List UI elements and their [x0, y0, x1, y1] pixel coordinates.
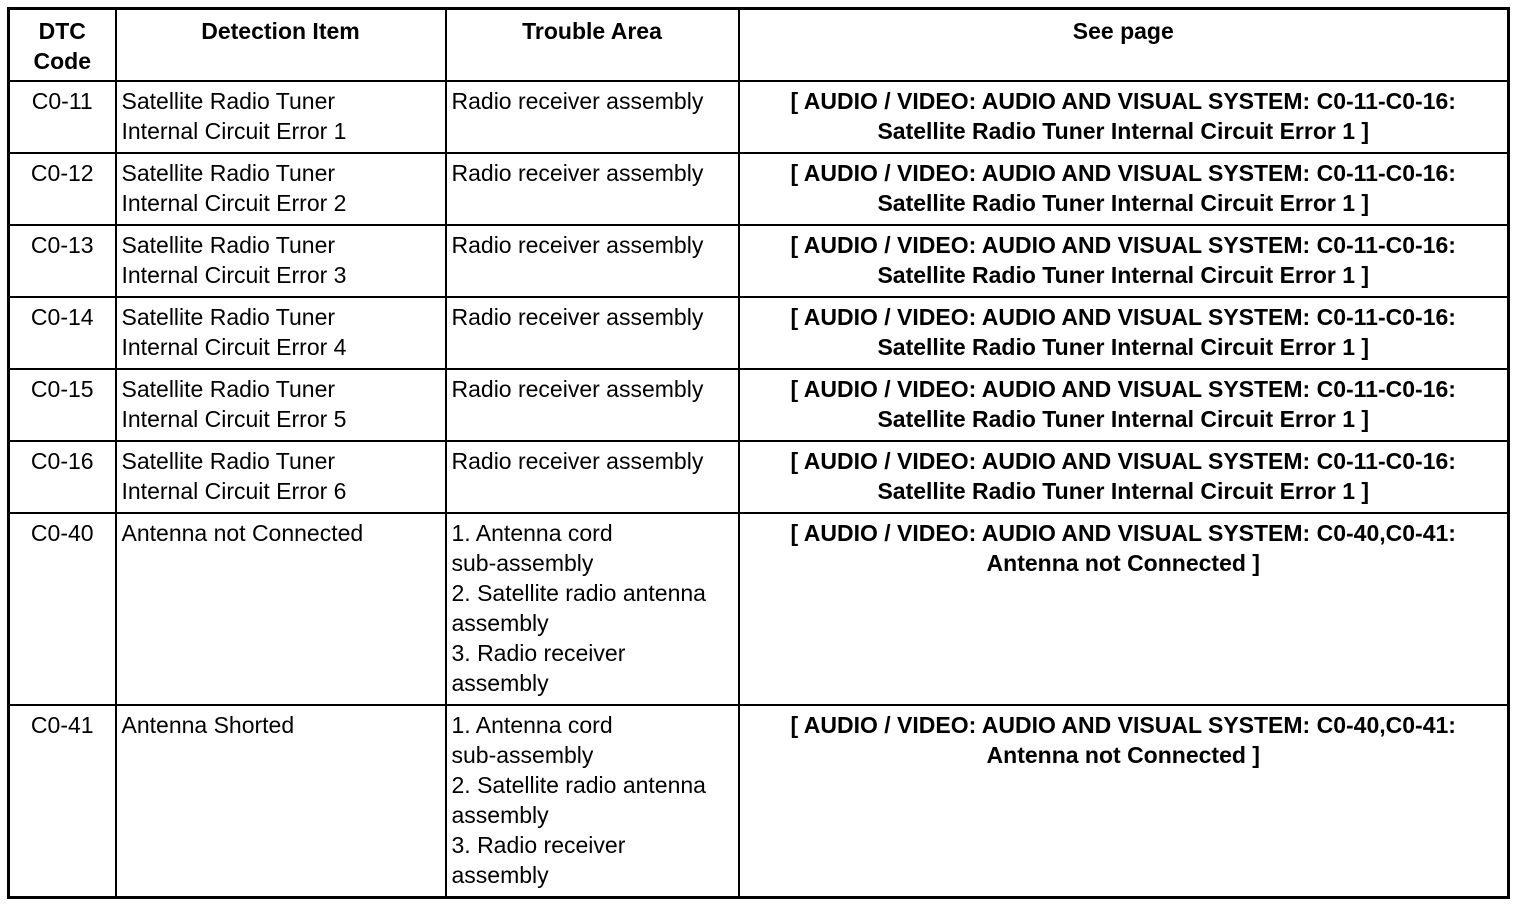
dtc-code-cell: C0-41: [9, 705, 116, 897]
header-detection-item: Detection Item: [116, 9, 446, 82]
table-row: [9, 153, 1509, 225]
dtc-code-cell: C0-13: [9, 225, 116, 297]
see-page-link[interactable]: [ AUDIO / VIDEO: AUDIO AND VISUAL SYSTEM: C0-11-C0-16: Satellite Radio Tuner Internal Circuit Error 1 ]: [739, 153, 1509, 225]
dtc-code-cell: C0-11: [9, 81, 116, 153]
trouble-area-cell: Radio receiver assembly: [446, 81, 739, 153]
detection-item-cell: Satellite Radio Tuner Internal Circuit Error 3: [116, 225, 446, 297]
table-row: [9, 441, 1509, 513]
detection-item-cell: Satellite Radio Tuner Internal Circuit Error 4: [116, 297, 446, 369]
see-page-link[interactable]: [ AUDIO / VIDEO: AUDIO AND VISUAL SYSTEM: C0-40,C0-41: Antenna not Connected ]: [739, 513, 1509, 705]
trouble-area-cell: 1. Antenna cord sub-assembly 2. Satellite radio antenna assembly 3. Radio receiver assembly: [446, 705, 739, 897]
dtc-code-cell: C0-12: [9, 153, 116, 225]
header-row: [9, 9, 1509, 82]
see-page-link[interactable]: [ AUDIO / VIDEO: AUDIO AND VISUAL SYSTEM: C0-11-C0-16: Satellite Radio Tuner Internal Circuit Error 1 ]: [739, 225, 1509, 297]
dtc-code-cell: C0-16: [9, 441, 116, 513]
trouble-area-cell: 1. Antenna cord sub-assembly 2. Satellite radio antenna assembly 3. Radio receiver assembly: [446, 513, 739, 705]
see-page-link[interactable]: [ AUDIO / VIDEO: AUDIO AND VISUAL SYSTEM: C0-40,C0-41: Antenna not Connected ]: [739, 705, 1509, 897]
dtc-code-cell: C0-15: [9, 369, 116, 441]
trouble-area-cell: Radio receiver assembly: [446, 225, 739, 297]
header-dtc-code: DTC Code: [9, 9, 116, 82]
dtc-table: [7, 7, 1510, 899]
trouble-area-cell: Radio receiver assembly: [446, 153, 739, 225]
detection-item-cell: Satellite Radio Tuner Internal Circuit Error 6: [116, 441, 446, 513]
detection-item-cell: Antenna not Connected: [116, 513, 446, 705]
see-page-link[interactable]: [ AUDIO / VIDEO: AUDIO AND VISUAL SYSTEM: C0-11-C0-16: Satellite Radio Tuner Internal Circuit Error 1 ]: [739, 369, 1509, 441]
trouble-area-cell: Radio receiver assembly: [446, 441, 739, 513]
header-see-page: See page: [739, 9, 1509, 82]
see-page-link[interactable]: [ AUDIO / VIDEO: AUDIO AND VISUAL SYSTEM: C0-11-C0-16: Satellite Radio Tuner Internal Circuit Error 1 ]: [739, 81, 1509, 153]
dtc-code-cell: C0-14: [9, 297, 116, 369]
trouble-area-cell: Radio receiver assembly: [446, 369, 739, 441]
detection-item-cell: Satellite Radio Tuner Internal Circuit Error 2: [116, 153, 446, 225]
detection-item-cell: Satellite Radio Tuner Internal Circuit Error 1: [116, 81, 446, 153]
table-row: [9, 225, 1509, 297]
table-body: [9, 81, 1509, 897]
header-trouble-area: Trouble Area: [446, 9, 739, 82]
dtc-code-cell: C0-40: [9, 513, 116, 705]
table-header: [9, 9, 1509, 82]
table-row: [9, 513, 1509, 705]
detection-item-cell: Antenna Shorted: [116, 705, 446, 897]
table-row: [9, 369, 1509, 441]
see-page-link[interactable]: [ AUDIO / VIDEO: AUDIO AND VISUAL SYSTEM: C0-11-C0-16: Satellite Radio Tuner Internal Circuit Error 1 ]: [739, 297, 1509, 369]
trouble-area-cell: Radio receiver assembly: [446, 297, 739, 369]
table-row: [9, 297, 1509, 369]
detection-item-cell: Satellite Radio Tuner Internal Circuit Error 5: [116, 369, 446, 441]
see-page-link[interactable]: [ AUDIO / VIDEO: AUDIO AND VISUAL SYSTEM: C0-11-C0-16: Satellite Radio Tuner Internal Circuit Error 1 ]: [739, 441, 1509, 513]
table-row: [9, 705, 1509, 897]
table-row: [9, 81, 1509, 153]
